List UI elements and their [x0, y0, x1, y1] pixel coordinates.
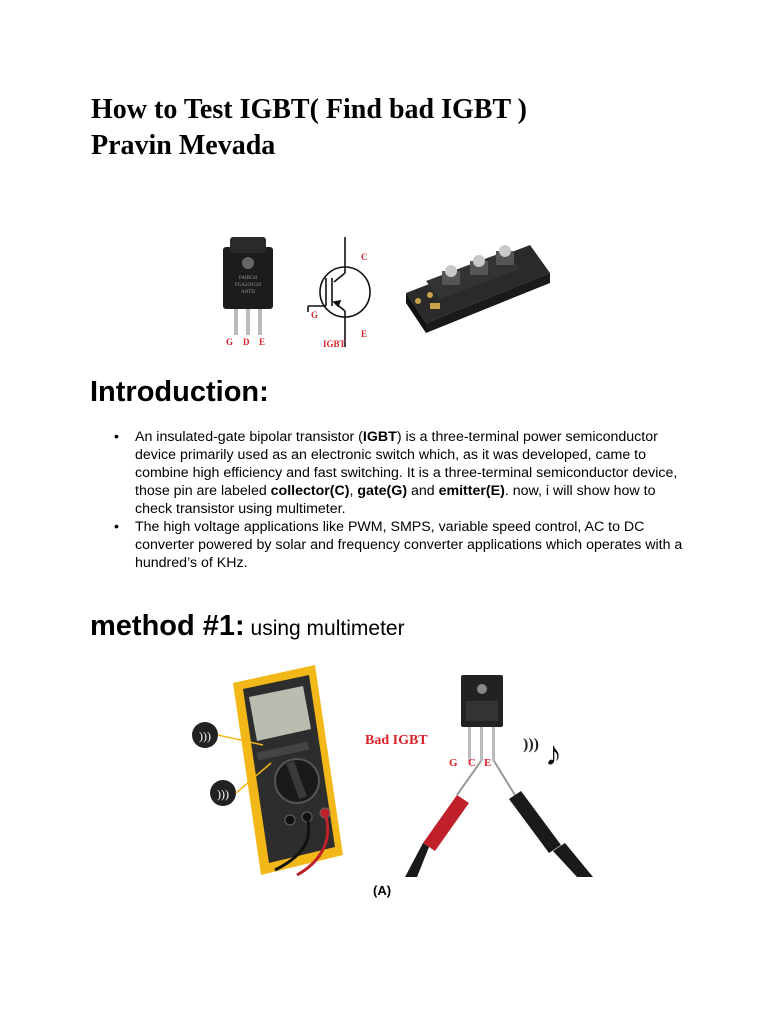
bullet-icon: • [114, 519, 119, 535]
symbol-label-e: E [361, 329, 368, 339]
figure-caption: (A) [373, 883, 392, 898]
svg-text:))): ))) [217, 787, 229, 801]
symbol-label-g: G [311, 310, 319, 320]
bullet-1-text: An insulated-gate bipolar transistor (IGBT) is a three-terminal power semiconductor device primarily used as an electronic switch which, as it was developed, came to combine high efficiency and fast switching. It is a three-terminal semiconductor device, those pin are labeled collector(C), gate(G) and emitter(E). now, i will show how to check transistor using multimeter. [135, 429, 678, 517]
pin-label-e: E [259, 337, 266, 347]
igbt-module-image [406, 245, 550, 333]
probe-red [405, 761, 481, 877]
svg-text:))): ))) [523, 736, 539, 753]
list-item [114, 518, 684, 572]
bullet-2-text: The high voltage applications like PWM, SMPS, variable speed control, AC to DC converter powered by solar and frequency converter applications which operates with a hundred’s of KHz. [135, 519, 683, 571]
svg-text:))): ))) [199, 729, 211, 743]
multimeter-image [233, 665, 343, 875]
igbt-package-image [223, 237, 273, 347]
pin-label-e: E [484, 757, 492, 769]
author-name: Pravin Mevada [91, 130, 276, 161]
igbt-symbol [308, 237, 370, 349]
package-marking-2: FGA25N120 [234, 283, 262, 288]
symbol-label-name: IGBT [323, 339, 346, 349]
title-line-1: How to Test IGBT( Find bad IGBT ) [91, 94, 527, 125]
list-item [114, 428, 684, 518]
pin-label-d: D [243, 337, 250, 347]
igbt-overview-figure [168, 215, 600, 375]
method-heading-bold: method #1: [90, 610, 245, 642]
package-marking-3: ANTD [241, 290, 255, 295]
term-collector: collector(C) [270, 483, 350, 499]
pin-label-c: C [468, 757, 476, 769]
bad-igbt-label: Bad IGBT [365, 733, 428, 748]
music-note-icon: ♪ [545, 736, 562, 773]
introduction-heading: Introduction: [90, 376, 269, 408]
symbol-label-c: C [361, 252, 368, 262]
term-gate: gate(G) [357, 483, 408, 499]
document-title [91, 92, 711, 164]
method-heading [90, 607, 405, 648]
term-emitter: emitter(E) [438, 483, 505, 499]
bullet-icon: • [114, 429, 119, 445]
term-igbt: IGBT [362, 429, 397, 445]
pin-label-g: G [449, 757, 458, 769]
intro-bullet-list [114, 428, 684, 572]
igbt-under-test-image [449, 675, 503, 769]
beep-sound-icon [523, 736, 562, 773]
probe-black [494, 761, 593, 877]
method-heading-rest: using multimeter [244, 617, 405, 640]
pin-label-g: G [226, 337, 234, 347]
package-marking-1: FAIRCH [239, 276, 257, 281]
multimeter-test-figure [185, 655, 595, 877]
